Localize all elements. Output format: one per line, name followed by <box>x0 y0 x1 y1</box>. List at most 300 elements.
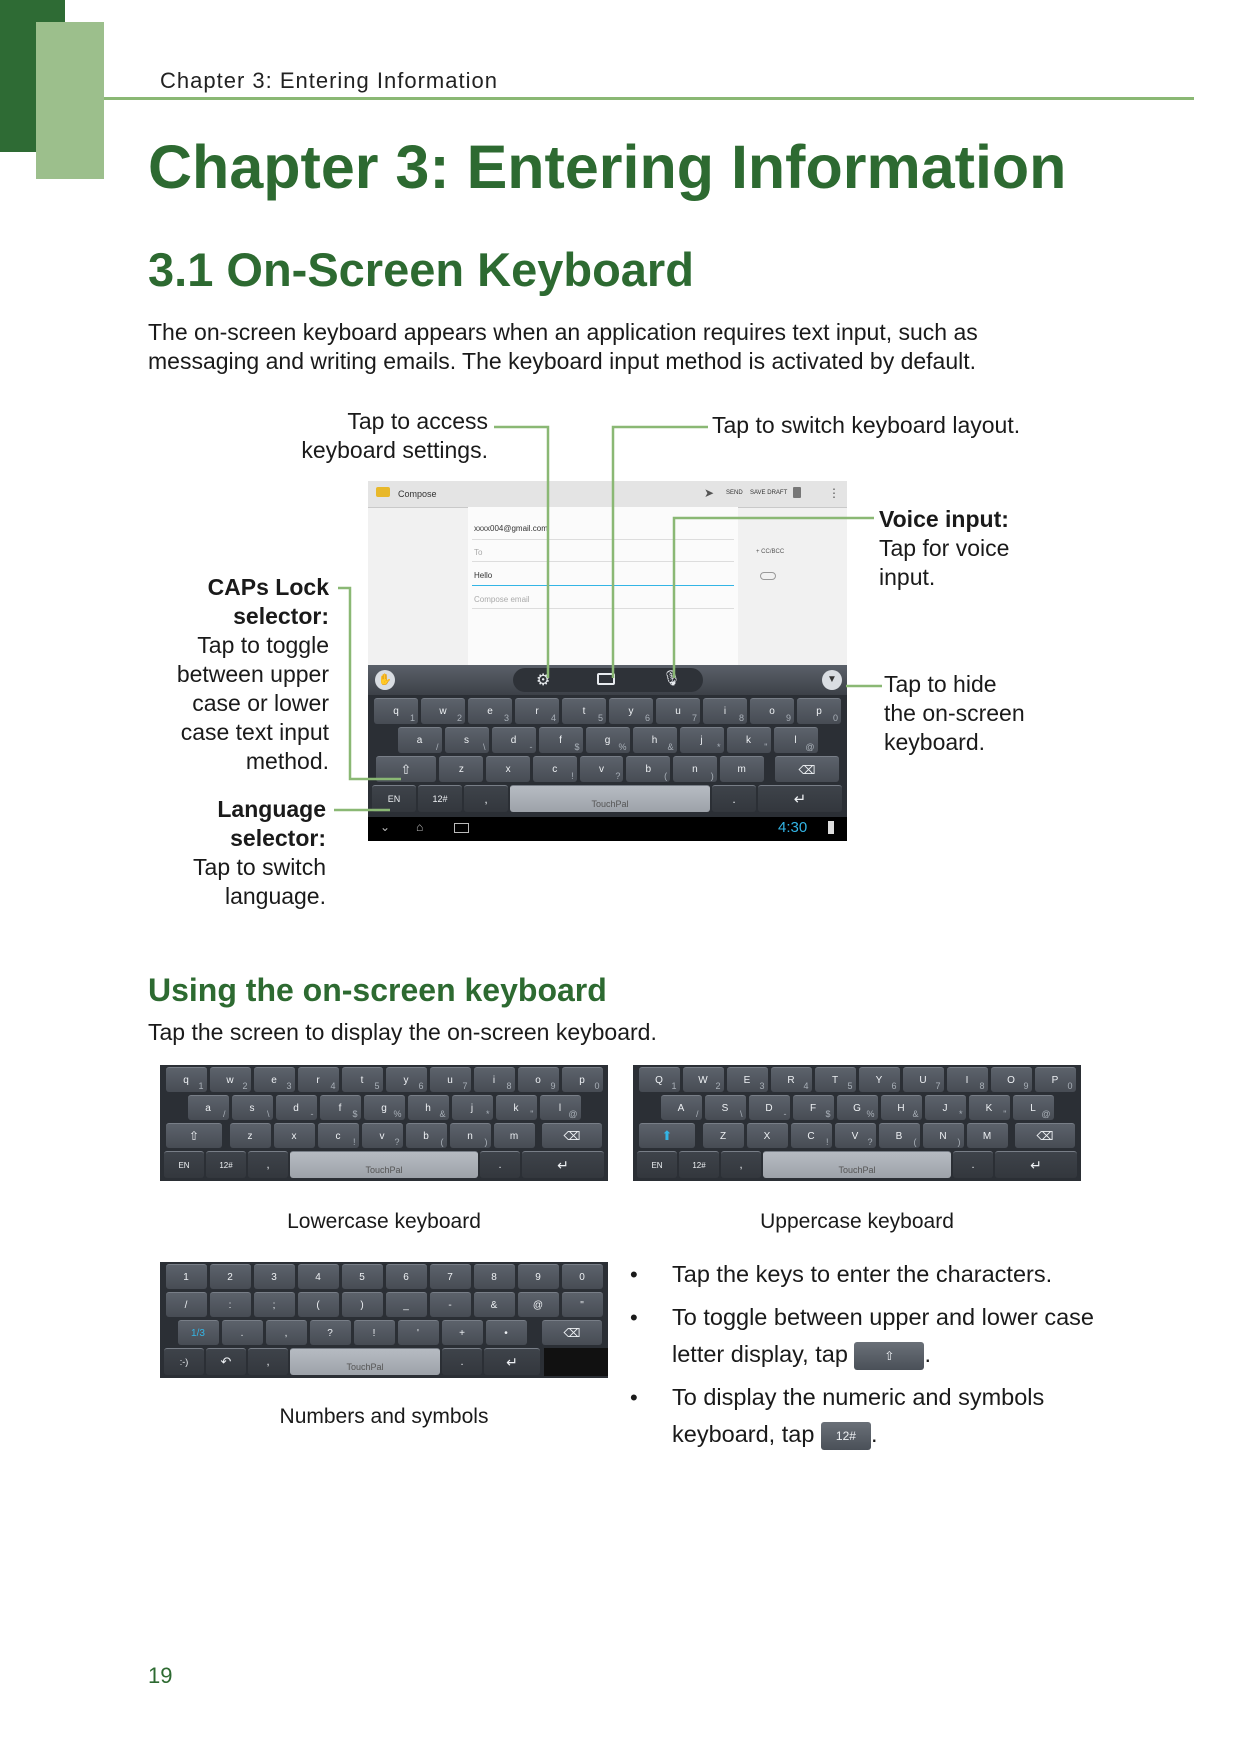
key[interactable] <box>967 1123 1008 1148</box>
key-label: ; <box>272 1299 276 1311</box>
microphone-icon[interactable]: 🎙 <box>662 670 682 687</box>
key[interactable] <box>230 1123 271 1148</box>
key-hint: 6 <box>644 713 650 723</box>
key-label: Z <box>719 1130 727 1142</box>
key[interactable] <box>562 1067 603 1092</box>
body-field[interactable]: Compose email <box>474 595 530 604</box>
key-label: ) <box>360 1299 364 1311</box>
key-hint: 0 <box>1067 1081 1073 1091</box>
key[interactable] <box>450 1123 491 1148</box>
key[interactable] <box>474 1292 515 1317</box>
backspace-key[interactable]: ⌫ <box>542 1320 602 1345</box>
key-label: ( <box>316 1299 320 1311</box>
key[interactable] <box>771 1067 812 1092</box>
space-key-brand: TouchPal <box>365 1165 403 1175</box>
key[interactable] <box>540 1095 581 1120</box>
back-nav-icon[interactable]: ⌄ <box>380 820 391 834</box>
key-hint: 9 <box>1023 1081 1029 1091</box>
key[interactable] <box>442 1320 483 1345</box>
key[interactable] <box>562 1264 603 1289</box>
key-label: d <box>510 735 517 746</box>
key-label: W <box>698 1074 708 1086</box>
key-label: o <box>535 1074 541 1086</box>
key[interactable] <box>539 727 583 753</box>
key[interactable] <box>342 1067 383 1092</box>
key-hint: 3 <box>759 1081 765 1091</box>
inline-shift-glyph: ⇧ <box>884 1348 895 1363</box>
settings-callout-line1: Tap to access <box>347 408 488 434</box>
key[interactable] <box>210 1067 251 1092</box>
keyboard-blank-area <box>544 1348 608 1376</box>
key[interactable] <box>496 1095 537 1120</box>
key-label: G <box>853 1102 861 1114</box>
key-hint: ! <box>352 1137 356 1147</box>
key[interactable] <box>580 756 624 782</box>
key[interactable] <box>683 1067 724 1092</box>
send-icon[interactable]: ➤ <box>704 486 715 500</box>
key-label: & <box>490 1299 498 1311</box>
key-label: M <box>982 1130 992 1142</box>
numbers-keyboard <box>160 1262 608 1378</box>
key[interactable] <box>445 727 489 753</box>
key[interactable] <box>254 1264 295 1289</box>
key-hint: $ <box>574 742 580 752</box>
key-label: e <box>487 706 493 717</box>
key[interactable] <box>210 1292 251 1317</box>
emoticon-key-label: :-) <box>179 1357 189 1367</box>
key-label: i <box>723 706 727 717</box>
key-hint: 7 <box>691 713 697 723</box>
key[interactable] <box>797 698 841 724</box>
subject-field[interactable]: Hello <box>474 571 493 580</box>
key[interactable] <box>727 1067 768 1092</box>
numbers-caption: Numbers and symbols <box>279 1405 489 1428</box>
key-hint: 5 <box>847 1081 853 1091</box>
key-label: k <box>746 735 751 746</box>
attach-icon[interactable] <box>760 572 776 580</box>
key[interactable] <box>750 698 794 724</box>
chapter-title: Chapter 3: Entering Information <box>148 133 1067 201</box>
key[interactable] <box>515 698 559 724</box>
key-label: H <box>897 1102 905 1114</box>
save-draft-button[interactable]: SAVE DRAFT <box>750 490 788 496</box>
key[interactable] <box>166 1067 207 1092</box>
key[interactable] <box>298 1264 339 1289</box>
key-hint: ) <box>710 771 714 781</box>
key[interactable] <box>298 1292 339 1317</box>
key[interactable] <box>881 1095 922 1120</box>
language-key[interactable] <box>164 1151 204 1178</box>
from-field[interactable]: xxxx004@gmail.com <box>474 524 548 533</box>
key[interactable] <box>474 1067 515 1092</box>
key-hint: * <box>716 742 721 752</box>
language-key-label: EN <box>387 794 401 804</box>
key[interactable] <box>791 1123 832 1148</box>
key[interactable] <box>468 698 512 724</box>
key[interactable] <box>406 1123 447 1148</box>
space-key[interactable] <box>510 785 710 812</box>
key-hint: @ <box>1041 1109 1051 1119</box>
key[interactable] <box>633 727 677 753</box>
trash-icon[interactable] <box>793 487 801 498</box>
key-hint: / <box>435 742 439 752</box>
key-hint: ! <box>825 1137 829 1147</box>
voice-callout-title: Voice input: <box>879 506 1009 532</box>
key-label: 3 <box>271 1271 277 1283</box>
numbers-key[interactable] <box>679 1151 719 1178</box>
header-rule <box>104 97 1194 100</box>
key-label: : <box>228 1299 232 1311</box>
key[interactable] <box>298 1067 339 1092</box>
key[interactable] <box>452 1095 493 1120</box>
key[interactable] <box>815 1067 856 1092</box>
key[interactable] <box>656 698 700 724</box>
enter-key[interactable]: ↵ <box>995 1151 1077 1178</box>
key-label: m <box>737 764 746 775</box>
using-keyboard-title: Using the on-screen keyboard <box>148 972 607 1008</box>
recent-apps-icon[interactable] <box>454 823 469 833</box>
emoticon-key[interactable] <box>164 1348 204 1375</box>
bullet-item: • To display the numeric and symbols keyboard, tap 12# . <box>630 1379 1100 1453</box>
key[interactable] <box>562 1292 603 1317</box>
key-hint: $ <box>352 1109 358 1119</box>
numbers-key-label: 12# <box>219 1160 233 1170</box>
running-head: Chapter 3: Entering Information <box>160 68 498 93</box>
key-hint: 4 <box>803 1081 809 1091</box>
key[interactable] <box>398 1320 439 1345</box>
key-label: d <box>293 1102 299 1114</box>
key[interactable] <box>586 727 630 753</box>
key-label: y <box>403 1074 409 1086</box>
key[interactable] <box>626 756 670 782</box>
key[interactable] <box>609 698 653 724</box>
key[interactable] <box>562 698 606 724</box>
key[interactable] <box>386 1067 427 1092</box>
key-hint: / <box>695 1109 699 1119</box>
key-label: J <box>942 1102 948 1114</box>
key[interactable] <box>486 1320 527 1345</box>
numbers-key[interactable] <box>206 1151 246 1178</box>
key[interactable] <box>310 1320 351 1345</box>
key-hint: & <box>667 742 674 752</box>
space-key-brand: TouchPal <box>591 799 629 809</box>
key-label: A <box>677 1102 685 1114</box>
key[interactable] <box>254 1067 295 1092</box>
language-key-label: EN <box>178 1160 190 1170</box>
key-label: g <box>604 735 611 746</box>
key[interactable] <box>232 1095 273 1120</box>
key[interactable] <box>747 1123 788 1148</box>
key[interactable] <box>188 1095 229 1120</box>
space-key[interactable] <box>763 1151 951 1178</box>
key-label: / <box>184 1299 188 1311</box>
key[interactable] <box>266 1320 307 1345</box>
backspace-key[interactable]: ⌫ <box>542 1123 602 1148</box>
to-field[interactable]: To <box>474 548 483 557</box>
key[interactable] <box>274 1123 315 1148</box>
key-label: X <box>763 1130 771 1142</box>
numbers-key[interactable] <box>418 785 462 812</box>
key[interactable] <box>835 1123 876 1148</box>
space-key[interactable] <box>290 1151 478 1178</box>
key[interactable] <box>925 1095 966 1120</box>
key-label: a <box>416 735 423 746</box>
period-key[interactable]: . <box>953 1151 993 1178</box>
period-key[interactable]: . <box>480 1151 520 1178</box>
key[interactable] <box>1013 1095 1054 1120</box>
key[interactable] <box>727 727 771 753</box>
space-key-brand: TouchPal <box>838 1165 876 1175</box>
key[interactable] <box>720 756 764 782</box>
bullet-item: • To toggle between upper and lower case letter display, tap ⇧ . <box>630 1299 1100 1373</box>
section-title: 3.1 On-Screen Keyboard <box>148 243 694 296</box>
key-hint: 0 <box>832 713 838 723</box>
key-hint: ! <box>571 771 574 781</box>
period-key[interactable]: . <box>442 1348 482 1375</box>
key-hint: 2 <box>715 1081 721 1091</box>
key[interactable] <box>354 1320 395 1345</box>
key[interactable] <box>386 1264 427 1289</box>
enter-key[interactable]: ↵ <box>522 1151 604 1178</box>
settings-gear-icon[interactable]: ⚙ <box>536 672 551 689</box>
key-label: K <box>985 1102 993 1114</box>
comma-key[interactable]: , <box>721 1151 761 1178</box>
shift-key[interactable]: ⇧ <box>376 756 436 782</box>
key[interactable] <box>430 1264 471 1289</box>
battery-icon <box>828 821 834 834</box>
key[interactable] <box>879 1123 920 1148</box>
key[interactable] <box>276 1095 317 1120</box>
key-label: h <box>651 735 658 746</box>
key[interactable] <box>1035 1067 1076 1092</box>
key[interactable] <box>991 1067 1032 1092</box>
key-hint: - <box>310 1109 314 1119</box>
language-callout-title1: Language <box>217 796 326 822</box>
language-key[interactable] <box>637 1151 677 1178</box>
key[interactable] <box>774 727 818 753</box>
caps-callout-title2: selector: <box>233 603 329 629</box>
key[interactable] <box>639 1067 680 1092</box>
key-label: f <box>559 735 562 746</box>
key-hint: 3 <box>286 1081 292 1091</box>
key[interactable] <box>254 1292 295 1317</box>
key-label: e <box>271 1074 277 1086</box>
key[interactable] <box>947 1067 988 1092</box>
enter-key[interactable]: ↵ <box>758 785 842 812</box>
key-label: j <box>470 1102 474 1114</box>
key-hint: ? <box>867 1137 873 1147</box>
key[interactable] <box>374 698 418 724</box>
key[interactable] <box>320 1095 361 1120</box>
key-hint: % <box>393 1109 402 1119</box>
layout-callout: Tap to switch keyboard layout. <box>712 412 1021 438</box>
key-label: y <box>628 706 634 717</box>
key-label: g <box>381 1102 387 1114</box>
cc-bcc-link[interactable]: + CC/BCC <box>756 549 785 555</box>
bullet-2-text: To toggle between upper and lower case letter display, tap <box>672 1304 1094 1367</box>
key-hint: * <box>958 1109 963 1119</box>
comma-key[interactable]: , <box>248 1151 288 1178</box>
key-hint: ( <box>440 1137 444 1147</box>
key-hint: * <box>485 1109 490 1119</box>
bullet-item <box>630 1256 1100 1293</box>
key-label: D <box>765 1102 773 1114</box>
key-label: n <box>467 1130 473 1142</box>
key[interactable] <box>430 1292 471 1317</box>
key-hint: 7 <box>935 1081 941 1091</box>
lowercase-keyboard <box>160 1065 608 1181</box>
key-hint: ( <box>664 771 668 781</box>
key-hint: 5 <box>597 713 603 723</box>
space-key[interactable] <box>290 1348 440 1375</box>
home-nav-icon[interactable]: ⌂ <box>416 820 424 834</box>
key[interactable] <box>837 1095 878 1120</box>
key[interactable] <box>362 1123 403 1148</box>
key[interactable] <box>222 1320 263 1345</box>
key-label: O <box>1007 1074 1015 1086</box>
key[interactable] <box>178 1320 219 1345</box>
key[interactable] <box>518 1067 559 1092</box>
key[interactable] <box>492 727 536 753</box>
key[interactable] <box>680 727 724 753</box>
key-hint: & <box>439 1109 446 1119</box>
key[interactable] <box>673 756 717 782</box>
key-hint: 4 <box>550 713 556 723</box>
language-key[interactable] <box>372 785 416 812</box>
key-label: j <box>700 735 703 746</box>
key[interactable] <box>969 1095 1010 1120</box>
key[interactable] <box>661 1095 702 1120</box>
key-hint: $ <box>825 1109 831 1119</box>
key[interactable] <box>923 1123 964 1148</box>
clock: 4:30 <box>778 819 808 836</box>
key[interactable] <box>342 1264 383 1289</box>
bullet-3-text: To display the numeric and symbols keyboard, tap <box>672 1384 1045 1447</box>
compose-area <box>368 481 847 665</box>
key-label: c <box>552 764 558 775</box>
enter-key[interactable]: ↵ <box>484 1348 540 1375</box>
key-label: 9 <box>535 1271 541 1283</box>
key[interactable] <box>408 1095 449 1120</box>
key-hint: ) <box>957 1137 961 1147</box>
key-label: r <box>535 706 539 717</box>
key[interactable] <box>386 1292 427 1317</box>
lowercase-caption: Lowercase keyboard <box>287 1210 481 1233</box>
key[interactable] <box>210 1264 251 1289</box>
language-callout-line: language. <box>224 883 326 909</box>
key[interactable] <box>342 1292 383 1317</box>
key-label: b <box>423 1130 429 1142</box>
settings-callout <box>260 407 488 465</box>
key-hint: 2 <box>242 1081 248 1091</box>
key[interactable] <box>703 1123 744 1148</box>
key-hint: 5 <box>374 1081 380 1091</box>
key[interactable] <box>474 1264 515 1289</box>
key-label: . <box>240 1327 244 1339</box>
key[interactable] <box>439 756 483 782</box>
key[interactable] <box>364 1095 405 1120</box>
caps-callout-title1: CAPs Lock <box>207 574 329 600</box>
hide-keyboard-icon[interactable]: ▼ <box>822 670 842 690</box>
overflow-menu-icon[interactable]: ⋮ <box>828 486 840 500</box>
numbers-key-label: 12# <box>692 1160 706 1170</box>
key-label: T <box>831 1074 839 1086</box>
key-label: U <box>919 1074 927 1086</box>
comma-key[interactable]: , <box>248 1348 288 1375</box>
key[interactable] <box>533 756 577 782</box>
key-label: 5 <box>359 1271 365 1283</box>
undo-key[interactable]: ↶ <box>206 1348 246 1375</box>
key[interactable] <box>518 1264 559 1289</box>
key-label: t <box>582 706 586 717</box>
key[interactable] <box>703 698 747 724</box>
key[interactable] <box>166 1264 207 1289</box>
key[interactable] <box>486 756 530 782</box>
key-label: V <box>851 1130 859 1142</box>
key[interactable] <box>793 1095 834 1120</box>
comma-key[interactable]: , <box>464 785 508 812</box>
compose-label: Compose <box>398 489 437 499</box>
key-label: F <box>809 1102 817 1114</box>
voice-callout-line2: input. <box>879 564 936 590</box>
key[interactable] <box>398 727 442 753</box>
key-hint: 8 <box>506 1081 512 1091</box>
key[interactable] <box>518 1292 559 1317</box>
key[interactable] <box>318 1123 359 1148</box>
intro-paragraph: The on-screen keyboard appears when an application requires text input, such as messaging and writing emails. The keyboard input method is activated by default. <box>148 319 978 374</box>
key[interactable] <box>903 1067 944 1092</box>
chapter-tab-light <box>36 22 104 179</box>
key-label: t <box>360 1074 364 1086</box>
period-key[interactable]: . <box>712 785 756 812</box>
key-hint: 3 <box>503 713 509 723</box>
shift-key-active[interactable]: ⬆ <box>639 1123 695 1148</box>
uppercase-caption: Uppercase keyboard <box>760 1210 954 1233</box>
key-label: r <box>316 1074 320 1086</box>
key[interactable] <box>430 1067 471 1092</box>
key[interactable] <box>421 698 465 724</box>
key-label: I <box>965 1074 969 1086</box>
voice-callout-line1: Tap for voice <box>879 535 1010 561</box>
key[interactable] <box>705 1095 746 1120</box>
bullet-1-text: Tap the keys to enter the characters. <box>672 1261 1053 1287</box>
key[interactable] <box>166 1292 207 1317</box>
key-label: C <box>807 1130 815 1142</box>
key-label: 0 <box>579 1271 585 1283</box>
key-hint: 4 <box>330 1081 336 1091</box>
key[interactable] <box>494 1123 535 1148</box>
backspace-key[interactable]: ⌫ <box>1015 1123 1075 1148</box>
backspace-key[interactable]: ⌫ <box>775 756 839 782</box>
shift-key[interactable]: ⇧ <box>166 1123 222 1148</box>
key-hint: 2 <box>456 713 462 723</box>
key[interactable] <box>749 1095 790 1120</box>
key-hint: / <box>222 1109 226 1119</box>
touchpal-logo-icon[interactable]: ✋ <box>375 670 395 690</box>
key-hint: & <box>912 1109 919 1119</box>
key-hint: 1 <box>671 1081 677 1091</box>
key-label: q <box>183 1074 189 1086</box>
key-label: b <box>645 764 651 775</box>
key-hint: @ <box>805 742 815 752</box>
send-button[interactable]: SEND <box>726 490 743 496</box>
caps-callout-line: Tap to toggle <box>197 632 329 658</box>
uppercase-keyboard <box>633 1065 1081 1181</box>
key-label: 6 <box>403 1271 409 1283</box>
keyboard-layout-icon[interactable] <box>597 673 615 685</box>
key[interactable] <box>859 1067 900 1092</box>
key-label: f <box>338 1102 342 1114</box>
